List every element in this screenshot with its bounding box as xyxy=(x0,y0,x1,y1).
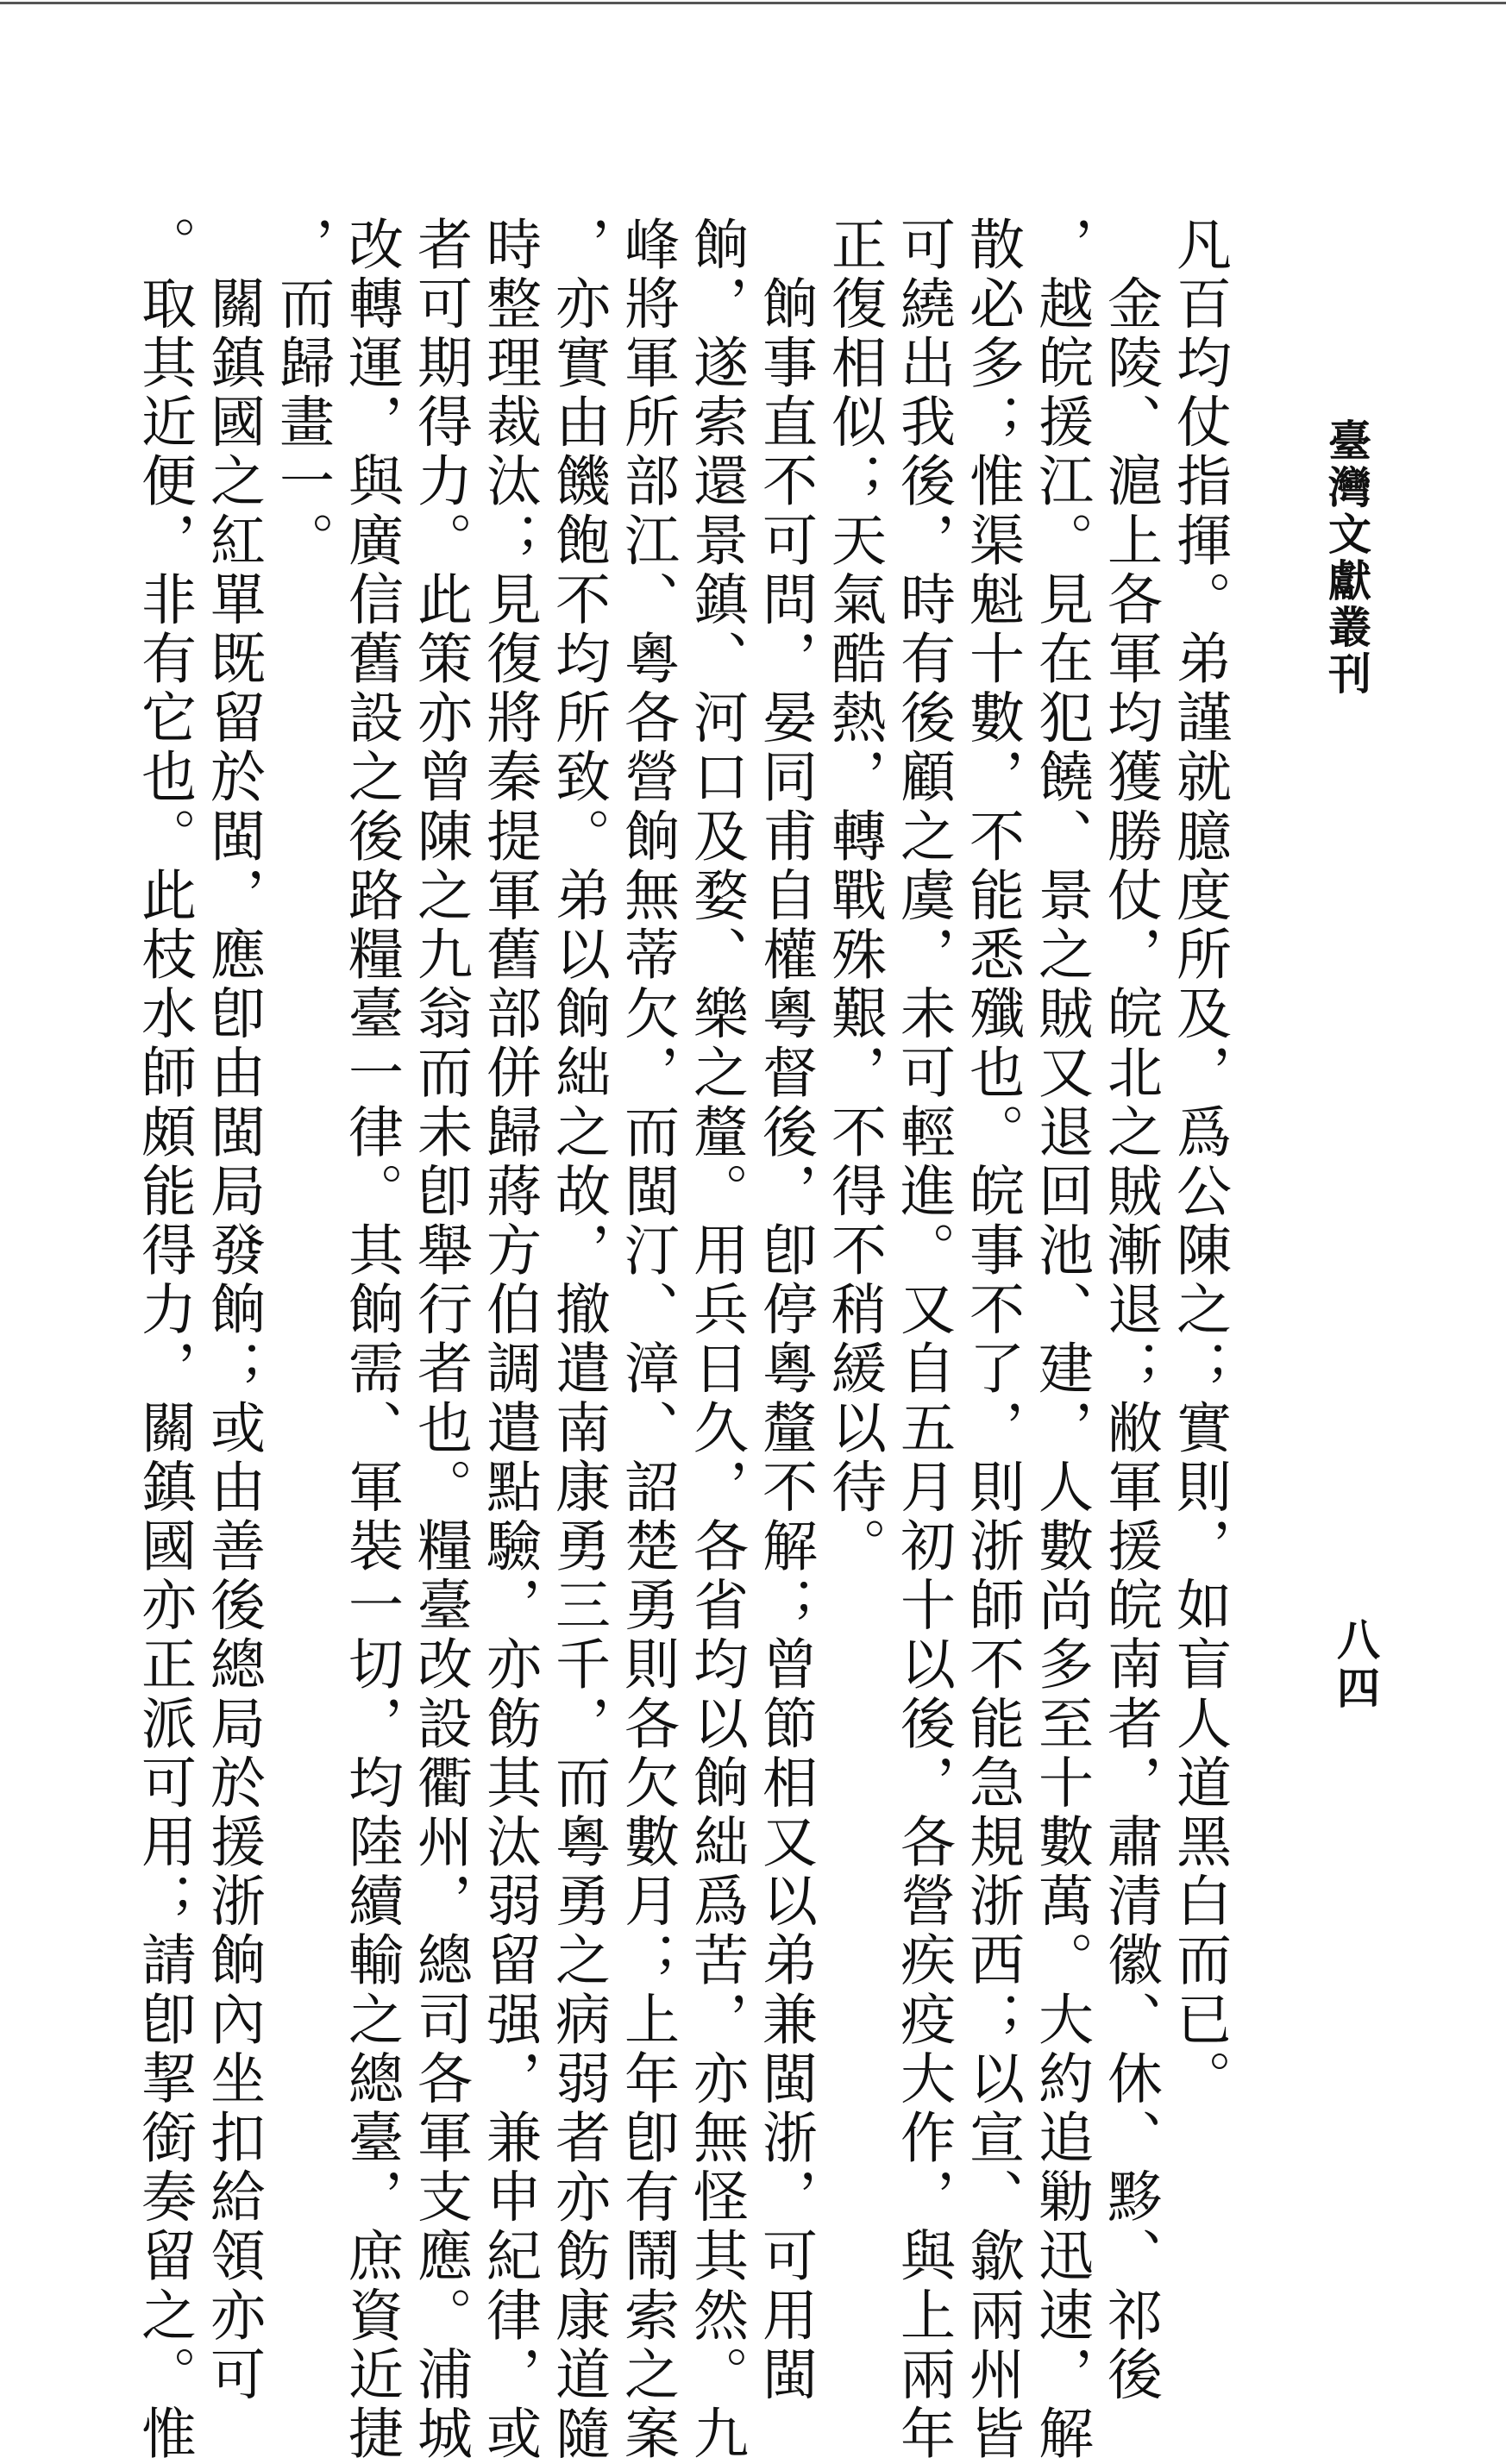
text-column: 時整理裁汰；見復將秦提軍舊部併歸蔣方伯調遣點驗，亦飭其汰弱留强，兼申紀律，或 xyxy=(477,216,541,2464)
text-column: 金陵、滬上各軍均獲勝仗，皖北之賊漸退；敝軍援皖南者，肅清徽、休、黟、祁後 xyxy=(1098,216,1162,2405)
text-column: 者可期得力。此策亦曾陳之九翁而未卽舉行者也。糧臺改設衢州，總司各軍支應。浦城 xyxy=(408,216,472,2464)
text-column: 關鎮國之紅單既留於閩，應卽由閩局發餉；或由善後總局於援浙餉內坐扣給領亦可 xyxy=(201,216,265,2405)
text-column: 散必多；惟渠魁十數，不能悉殲也。皖事不了，則浙師不能急規浙西；以宣、歙兩州皆 xyxy=(960,216,1024,2464)
text-column: 正復相似；天氣酷熱，轉戰殊艱，不得不稍緩以待。 xyxy=(822,216,886,1577)
page-body-text xyxy=(132,216,1233,2464)
text-column: 餉事直不可問，晏同甫自權粵督後，卽停粵釐不解；曾節相又以弟兼閩浙，可用閩 xyxy=(753,216,817,2405)
running-header-title: 臺灣文獻叢刊 xyxy=(1321,418,1372,698)
text-column: 凡百均仗指揮。弟謹就臆度所及，爲公陳之；實則，如盲人道黑白而已。 xyxy=(1167,216,1231,2110)
text-column: ，亦實由饑飽不均所致。弟以餉絀之故，撤遣南康勇三千，而粵勇之病弱者亦飭康道隨 xyxy=(546,216,610,2464)
text-column: 峰將軍所部江、粵各營餉無蒂欠，而閩汀、漳、詔楚勇則各欠數月；上年卽有鬧索之案 xyxy=(615,216,679,2464)
text-column: 改轉運，與廣信舊設之後路糧臺一律。其餉需、軍裝一切，均陸續輸之總臺，庶資近捷 xyxy=(339,216,403,2464)
text-column: 餉，遂索還景鎮、河口及婺、樂之釐。用兵日久，各省均以餉絀爲苦，亦無怪其然。九 xyxy=(684,216,748,2464)
text-column: 可繞出我後，時有後顧之虞，未可輕進。又自五月初十以後，各營疾疫大作，與上兩年 xyxy=(891,216,955,2464)
text-column: ，越皖援江。見在犯饒、景之賊又退回池、建，人數尚多至十數萬。大約追勦迅速，解 xyxy=(1029,216,1093,2464)
text-column: 。取其近便，非有它也。此枝水師頗能得力，關鎮國亦正派可用；請卽挈銜奏留之。惟 xyxy=(132,216,196,2464)
page-number: 八四 xyxy=(1330,1617,1381,1714)
text-column: ，而歸畫一。 xyxy=(270,216,334,571)
top-border-line xyxy=(0,2,1506,4)
